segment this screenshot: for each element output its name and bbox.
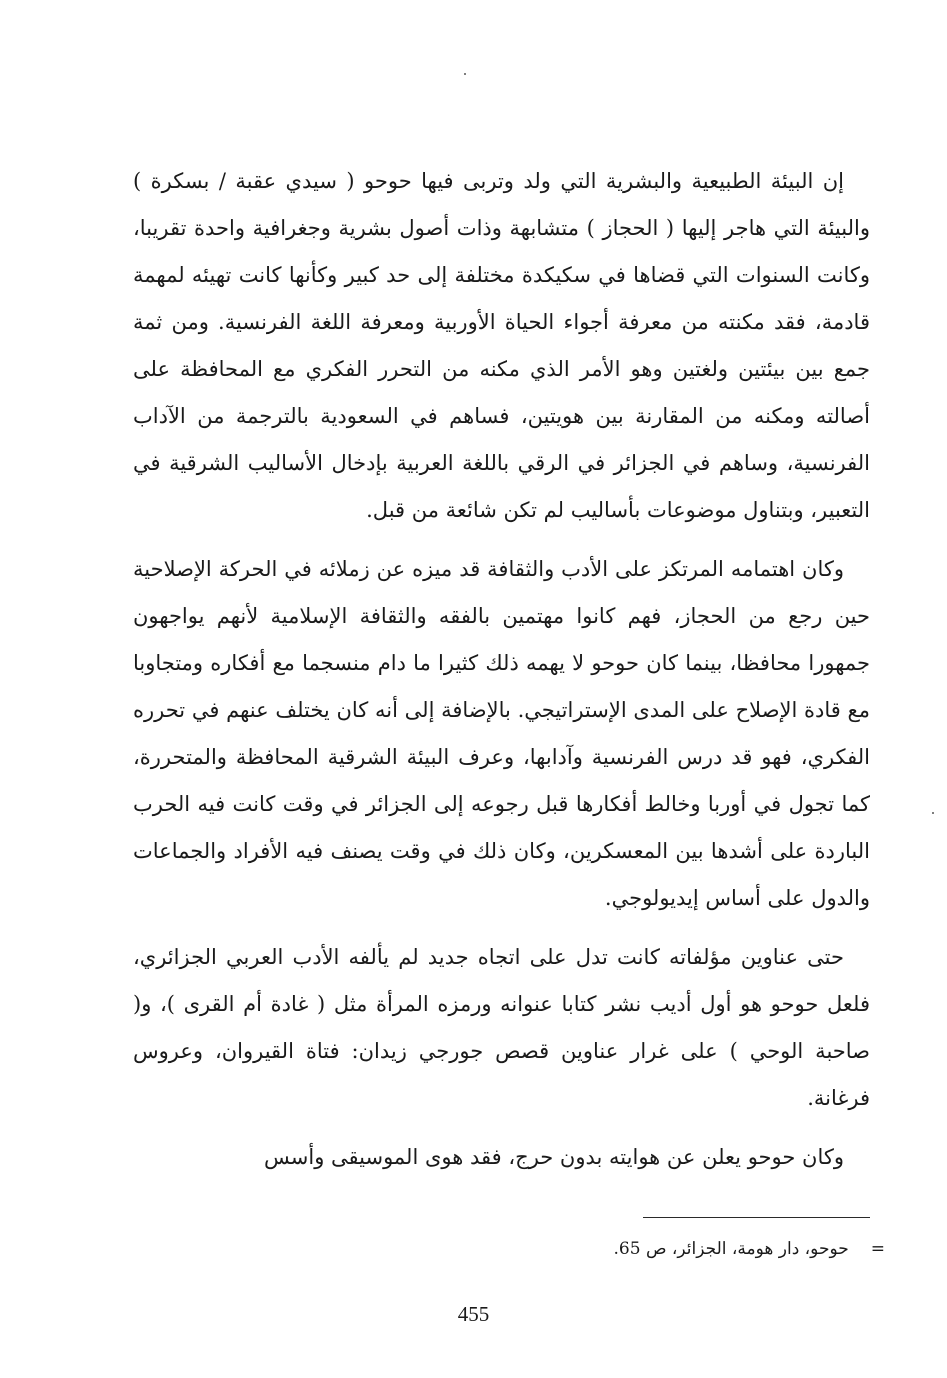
footnote-text: حوحو، دار هومة، الجزائر، ص 65. (613, 1239, 849, 1259)
footnote-mark: = (870, 1239, 885, 1259)
page-number: 455 (457, 1302, 490, 1326)
paragraph: وكان حوحو يعلن عن هوايته بدون حرج، فقد هوى الموسيقى وأسس (263, 1145, 844, 1169)
paragraph: إن البيئة الطبيعية والبشرية التي ولد وتربى فيها حوحو ( سيدي عقبة / بسكرة ) والبيئة التي هاجر إليها ( الحجاز ) متشابهة وذات أصول بشرية وجغرافية واحدة تقريبا، وكانت السنوات التي قضاها في سكيكدة مختلفة إلى حد كبير وكأنها كانت تهيئه لمهمة قادمة، فقد مكنته من معرفة أجواء الحياة الأوربية ومعرفة اللغة الفرنسية. ومن ثمة جمع بين بيئتين ولغتين وهو الأمر الذي مكنه من التحرر الفكري مع المحافظة على أصالته ومكنه من المقارنة بين هويتين، فساهم في السعودية بالترجمة من الآداب الفرنسية، وساهم في الجزائر في الرقي باللغة العربية بإدخال الأساليب الشرقية في التعبير، وبتناول موضوعات بأساليب لم تكن شائعة من قبل. (133, 169, 870, 522)
footnote-divider (643, 1217, 870, 1218)
scan-speck (464, 73, 466, 75)
body-text (133, 158, 870, 1193)
paragraph: وكان اهتمامه المرتكز على الأدب والثقافة قد ميزه عن زملائه في الحركة الإصلاحية حين رجع من الحجاز، فهم كانوا مهتمين بالفقه والثقافة الإسلامية لأنهم يواجهون جمهورا محافظا، بينما كان حوحو لا يهمه ذلك كثيرا ما دام منسجما مع أفكاره ومتجاوبا مع قادة الإصلاح على المدى الإستراتيجي. بالإضافة إلى أنه كان يختلف عنهم في تحرره الفكري، فهو قد درس الفرنسية وآدابها، وعرف البيئة الشرقية المحافظة والمتحررة، كما تجول في أوربا وخالط أفكارها قبل رجوعه إلى الجزائر في وقت كانت فيه الحرب الباردة على أشدها بين المعسكرين، وكان ذلك في وقت يصنف فيه الأفراد والجماعات والدول على أساس إيديولوجي. (133, 557, 870, 910)
paragraph: حتى عناوين مؤلفاته كانت تدل على اتجاه جديد لم يألفه الأدب العربي الجزائري، فلعل حوحو هو أول أديب نشر كتابا عنوانه ورمزه المرأة مثل ( غادة أم القرى )، و( صاحبة الوحي ) على غرار عناوين قصص جورجي زيدان: فتاة القيروان، وعروس فرغانة. (133, 945, 870, 1110)
scan-speck (932, 812, 934, 814)
footnote (185, 1236, 885, 1262)
